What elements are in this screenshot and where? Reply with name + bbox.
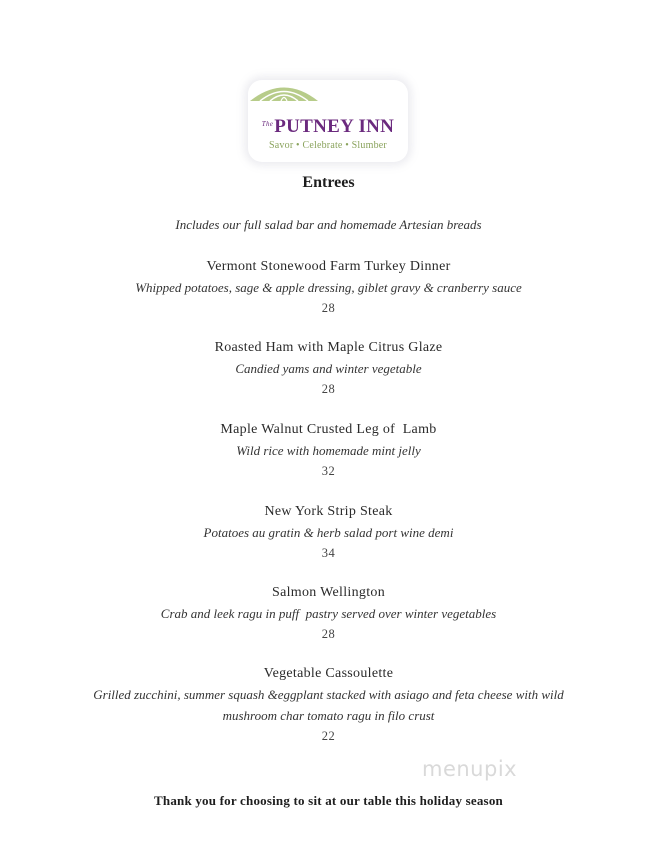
- menu-item-name: Vermont Stonewood Farm Turkey Dinner: [206, 259, 451, 274]
- menu-item: [20, 583, 637, 644]
- menu-item-price: 28: [321, 301, 336, 315]
- menupix-watermark: menupix: [422, 757, 518, 781]
- menu-item: [20, 502, 637, 563]
- menu-item-name: Salmon Wellington: [272, 585, 385, 600]
- putney-inn-logo: [248, 80, 408, 162]
- menu-item: [20, 257, 637, 318]
- logo-tagline: Savor • Celebrate • Slumber: [269, 140, 387, 151]
- menu-item-name: Roasted Ham with Maple Citrus Glaze: [214, 340, 443, 355]
- logo-name: [248, 116, 408, 138]
- menu-item: [20, 420, 637, 481]
- section-heading: Entrees: [302, 174, 355, 191]
- menu-item-description: Crab and leek ragu in puff pastry served over winter vegetables: [160, 606, 497, 621]
- menu-item-name: New York Strip Steak: [264, 504, 393, 519]
- menu-item-price: 32: [321, 464, 336, 478]
- menu-item-description: Wild rice with homemade mint jelly: [236, 443, 421, 458]
- menu-item-price: 34: [321, 546, 336, 560]
- leaf-arch-icon: [248, 80, 320, 102]
- menu-item-price: 28: [321, 382, 336, 396]
- menu-item-description: Potatoes au gratin & herb salad port wine demi: [203, 525, 454, 540]
- menu-item: [20, 664, 637, 746]
- menu-item: [20, 338, 637, 399]
- logo-name-text: PUTNEY INN: [274, 116, 395, 137]
- logo-prefix: The: [261, 120, 274, 128]
- menu-item-price: 22: [321, 729, 336, 743]
- menu-item-name: Maple Walnut Crusted Leg of Lamb: [220, 422, 437, 437]
- menu-item-description: Whipped potatoes, sage & apple dressing, giblet gravy & cranberry sauce: [135, 280, 522, 295]
- section-intro: Includes our full salad bar and homemade Artesian breads: [175, 217, 482, 232]
- menu-item-description-line2: mushroom char tomato ragu in filo crust: [222, 708, 435, 723]
- menu-item-price: 28: [321, 627, 336, 641]
- closing-note: Thank you for choosing to sit at our table this holiday season: [154, 793, 503, 808]
- menu-item-description: Candied yams and winter vegetable: [235, 361, 422, 376]
- menu-item-description-line1: Grilled zucchini, summer squash &eggplant stacked with asiago and feta cheese with wild: [93, 687, 564, 702]
- menu-item-name: Vegetable Cassoulette: [263, 666, 394, 681]
